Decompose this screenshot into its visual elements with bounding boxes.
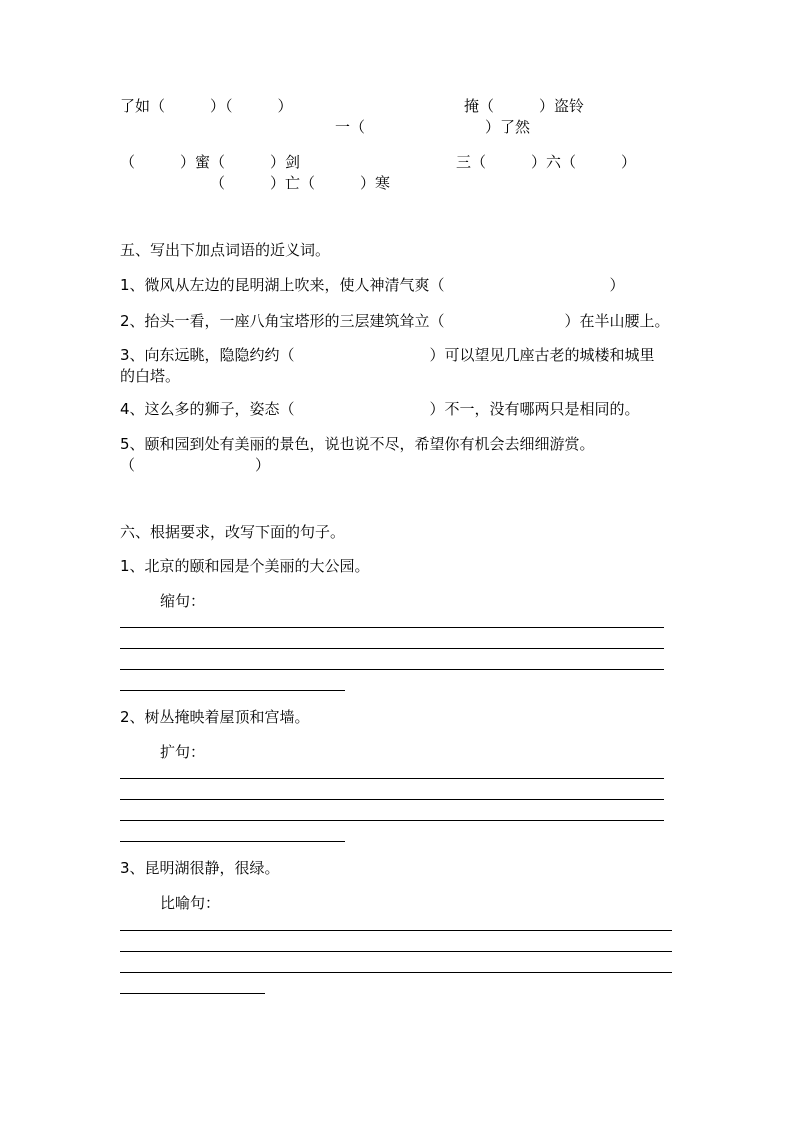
section5-question-5-line1: 5、颐和园到处有美丽的景色，说也说不尽，希望你有机会去细细游赏。 — [120, 435, 595, 453]
section5-question-1: 1、微风从左边的昆明湖上吹来，使人神清气爽（ ） — [120, 276, 625, 294]
section6-question-2: 2、树丛掩映着屋顶和宫墙。 — [120, 708, 310, 726]
answer-line — [120, 820, 664, 821]
answer-line — [120, 930, 672, 931]
answer-line — [120, 799, 664, 800]
answer-line — [120, 690, 345, 691]
idiom-row4-center: （ ）亡（ ）寒 — [210, 174, 391, 192]
section5-question-3-line1: 3、向东远眺，隐隐约约（ ）可以望见几座古老的城楼和城里 — [120, 346, 655, 364]
answer-line — [120, 841, 345, 842]
section6-question-1-label: 缩句： — [160, 592, 206, 610]
section5-question-5-line2: （ ） — [120, 456, 271, 474]
section5-heading: 五、写出下加点词语的近义词。 — [120, 241, 331, 259]
section5-question-4: 4、这么多的狮子，姿态（ ）不一，没有哪两只是相同的。 — [120, 400, 640, 418]
section5-question-2: 2、抬头一看，一座八角宝塔形的三层建筑耸立（ ）在半山腰上。 — [120, 312, 670, 330]
idiom-row1-left: 了如（ ）（ ） — [120, 97, 293, 115]
answer-line — [120, 951, 672, 952]
idiom-row2-center: 一（ ）了然 — [335, 118, 531, 136]
answer-line — [120, 627, 664, 628]
idiom-row1-right: 掩（ ）盗铃 — [464, 97, 585, 115]
section6-question-3: 3、昆明湖很静，很绿。 — [120, 859, 280, 877]
section5-question-3-line2: 的白塔。 — [120, 367, 181, 385]
section6-question-2-label: 扩句： — [160, 743, 206, 761]
section6-question-3-label: 比喻句： — [160, 894, 221, 912]
answer-line — [120, 778, 664, 779]
answer-line — [120, 972, 672, 973]
answer-line — [120, 648, 664, 649]
section6-question-1: 1、北京的颐和园是个美丽的大公园。 — [120, 557, 370, 575]
idiom-row3-right: 三（ ）六（ ） — [456, 153, 637, 171]
answer-line — [120, 993, 265, 994]
idiom-row3-left: （ ）蜜（ ）剑 — [120, 153, 301, 171]
section6-heading: 六、根据要求，改写下面的句子。 — [120, 523, 346, 541]
answer-line — [120, 669, 664, 670]
